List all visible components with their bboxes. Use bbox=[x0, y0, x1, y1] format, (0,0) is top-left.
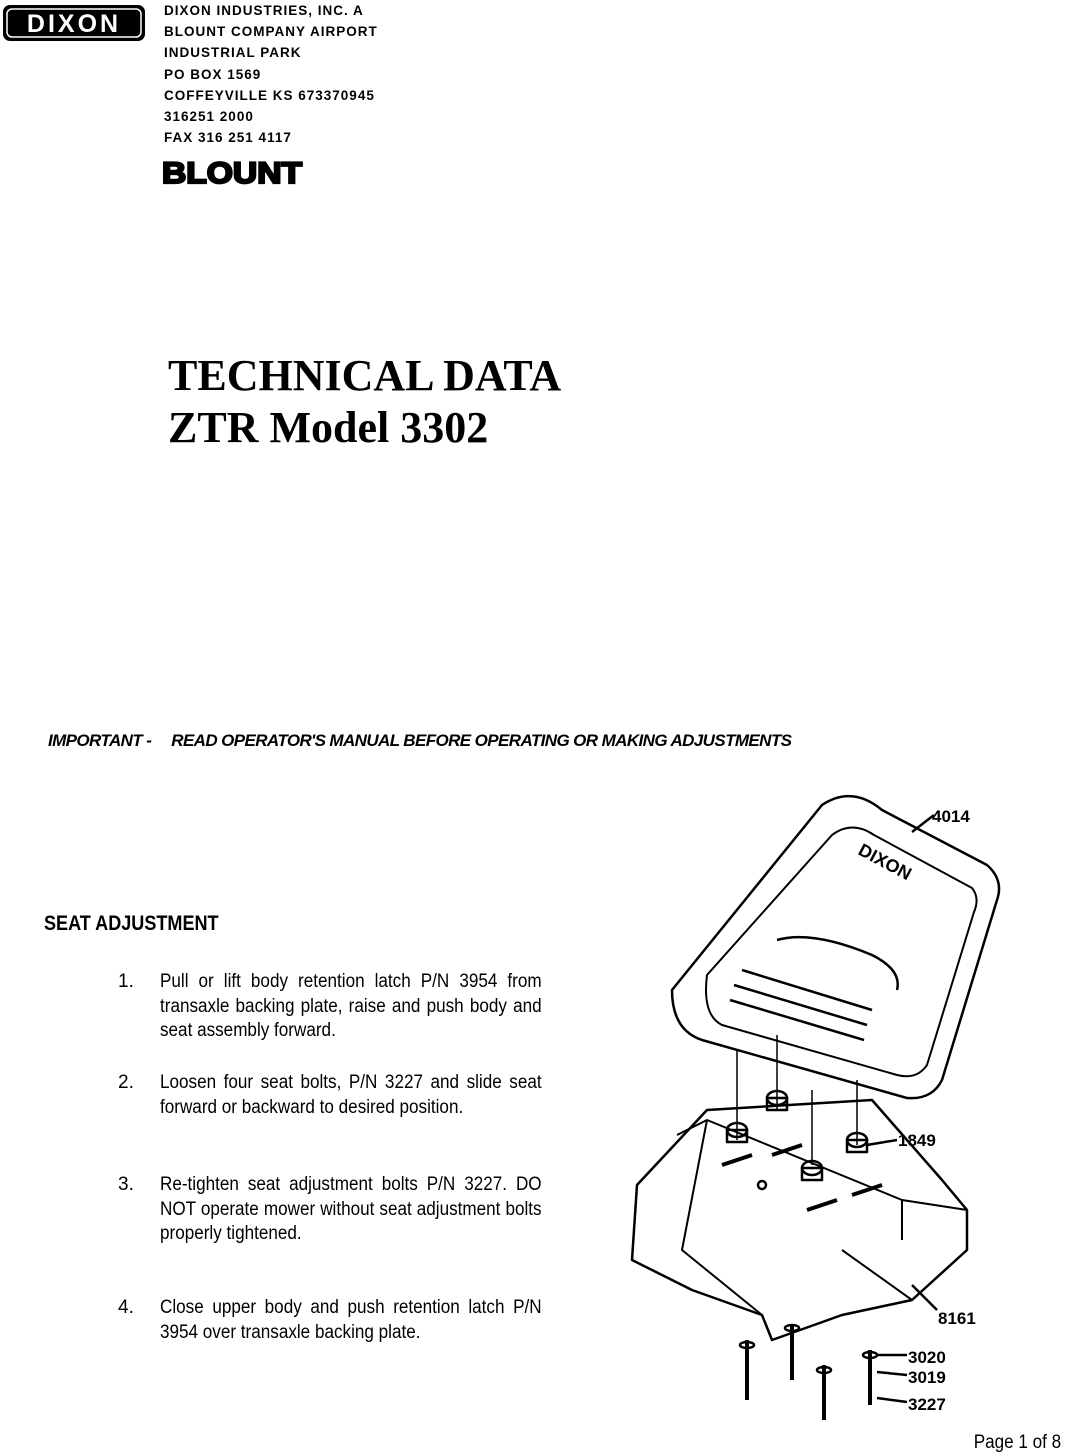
step-number: 4. bbox=[118, 1297, 134, 1318]
address-line: FAX 316 251 4117 bbox=[164, 130, 292, 146]
address-line: BLOUNT COMPANY AIRPORT bbox=[164, 24, 378, 40]
seat-logo-text: DIXON bbox=[855, 839, 915, 885]
blount-logo bbox=[162, 154, 306, 188]
notice-label: IMPORTANT - bbox=[48, 731, 152, 750]
blount-logo-text: BLOUNT bbox=[162, 157, 302, 188]
step-number: 2. bbox=[118, 1072, 134, 1093]
title-line-1: TECHNICAL DATA bbox=[168, 351, 562, 400]
important-notice bbox=[48, 731, 791, 751]
document-title bbox=[168, 350, 561, 454]
step-item bbox=[118, 970, 548, 1044]
step-item bbox=[118, 1173, 548, 1247]
step-text: Close upper body and push retention latch P/N 3954 over transaxle backing plate. bbox=[160, 1297, 542, 1343]
callout-label: 1849 bbox=[898, 1131, 936, 1150]
seat-groove bbox=[742, 970, 872, 1010]
dixon-logo bbox=[2, 4, 146, 42]
step-text: Loosen four seat bolts, P/N 3227 and slide seat forward or backward to desired position. bbox=[160, 1072, 542, 1118]
seat-inner-outline bbox=[706, 828, 977, 1077]
callout-label: 3227 bbox=[908, 1395, 946, 1414]
page-number: Page 1 of 8 bbox=[973, 1432, 1061, 1453]
step-number: 3. bbox=[118, 1174, 134, 1195]
title-line-2: ZTR Model 3302 bbox=[168, 403, 489, 452]
callout-label: 8161 bbox=[938, 1309, 976, 1328]
callout-label: 4014 bbox=[932, 807, 970, 826]
step-number: 1. bbox=[118, 971, 134, 992]
address-line: 316251 2000 bbox=[164, 109, 254, 125]
seat-assembly-diagram bbox=[612, 780, 1012, 1440]
section-heading: SEAT ADJUSTMENT bbox=[44, 912, 219, 935]
address-line: COFFEYVILLE KS 673370945 bbox=[164, 87, 375, 103]
seat-groove bbox=[734, 985, 867, 1025]
step-item bbox=[118, 1071, 548, 1120]
address-line: PO BOX 1569 bbox=[164, 66, 262, 82]
callout-label: 3020 bbox=[908, 1348, 946, 1367]
address-line: INDUSTRIAL PARK bbox=[164, 45, 302, 61]
company-address bbox=[164, 0, 378, 148]
dixon-logo-text: DIXON bbox=[26, 10, 122, 38]
callout-label: 3019 bbox=[908, 1368, 946, 1387]
step-text: Re-tighten seat adjustment bolts P/N 3227. DO NOT operate mower without seat adjustment bolts properly tightened. bbox=[160, 1174, 542, 1244]
step-item bbox=[118, 1296, 548, 1345]
address-line: DIXON INDUSTRIES, INC. A bbox=[164, 3, 364, 18]
seat-shell bbox=[672, 796, 999, 1098]
step-text: Pull or lift body retention latch P/N 3954 from transaxle backing plate, raise and push body and seat assembly forward. bbox=[160, 971, 542, 1041]
seat-curve bbox=[777, 937, 898, 990]
notice-text: READ OPERATOR'S MANUAL BEFORE OPERATING OR MAKING ADJUSTMENTS bbox=[171, 731, 792, 750]
